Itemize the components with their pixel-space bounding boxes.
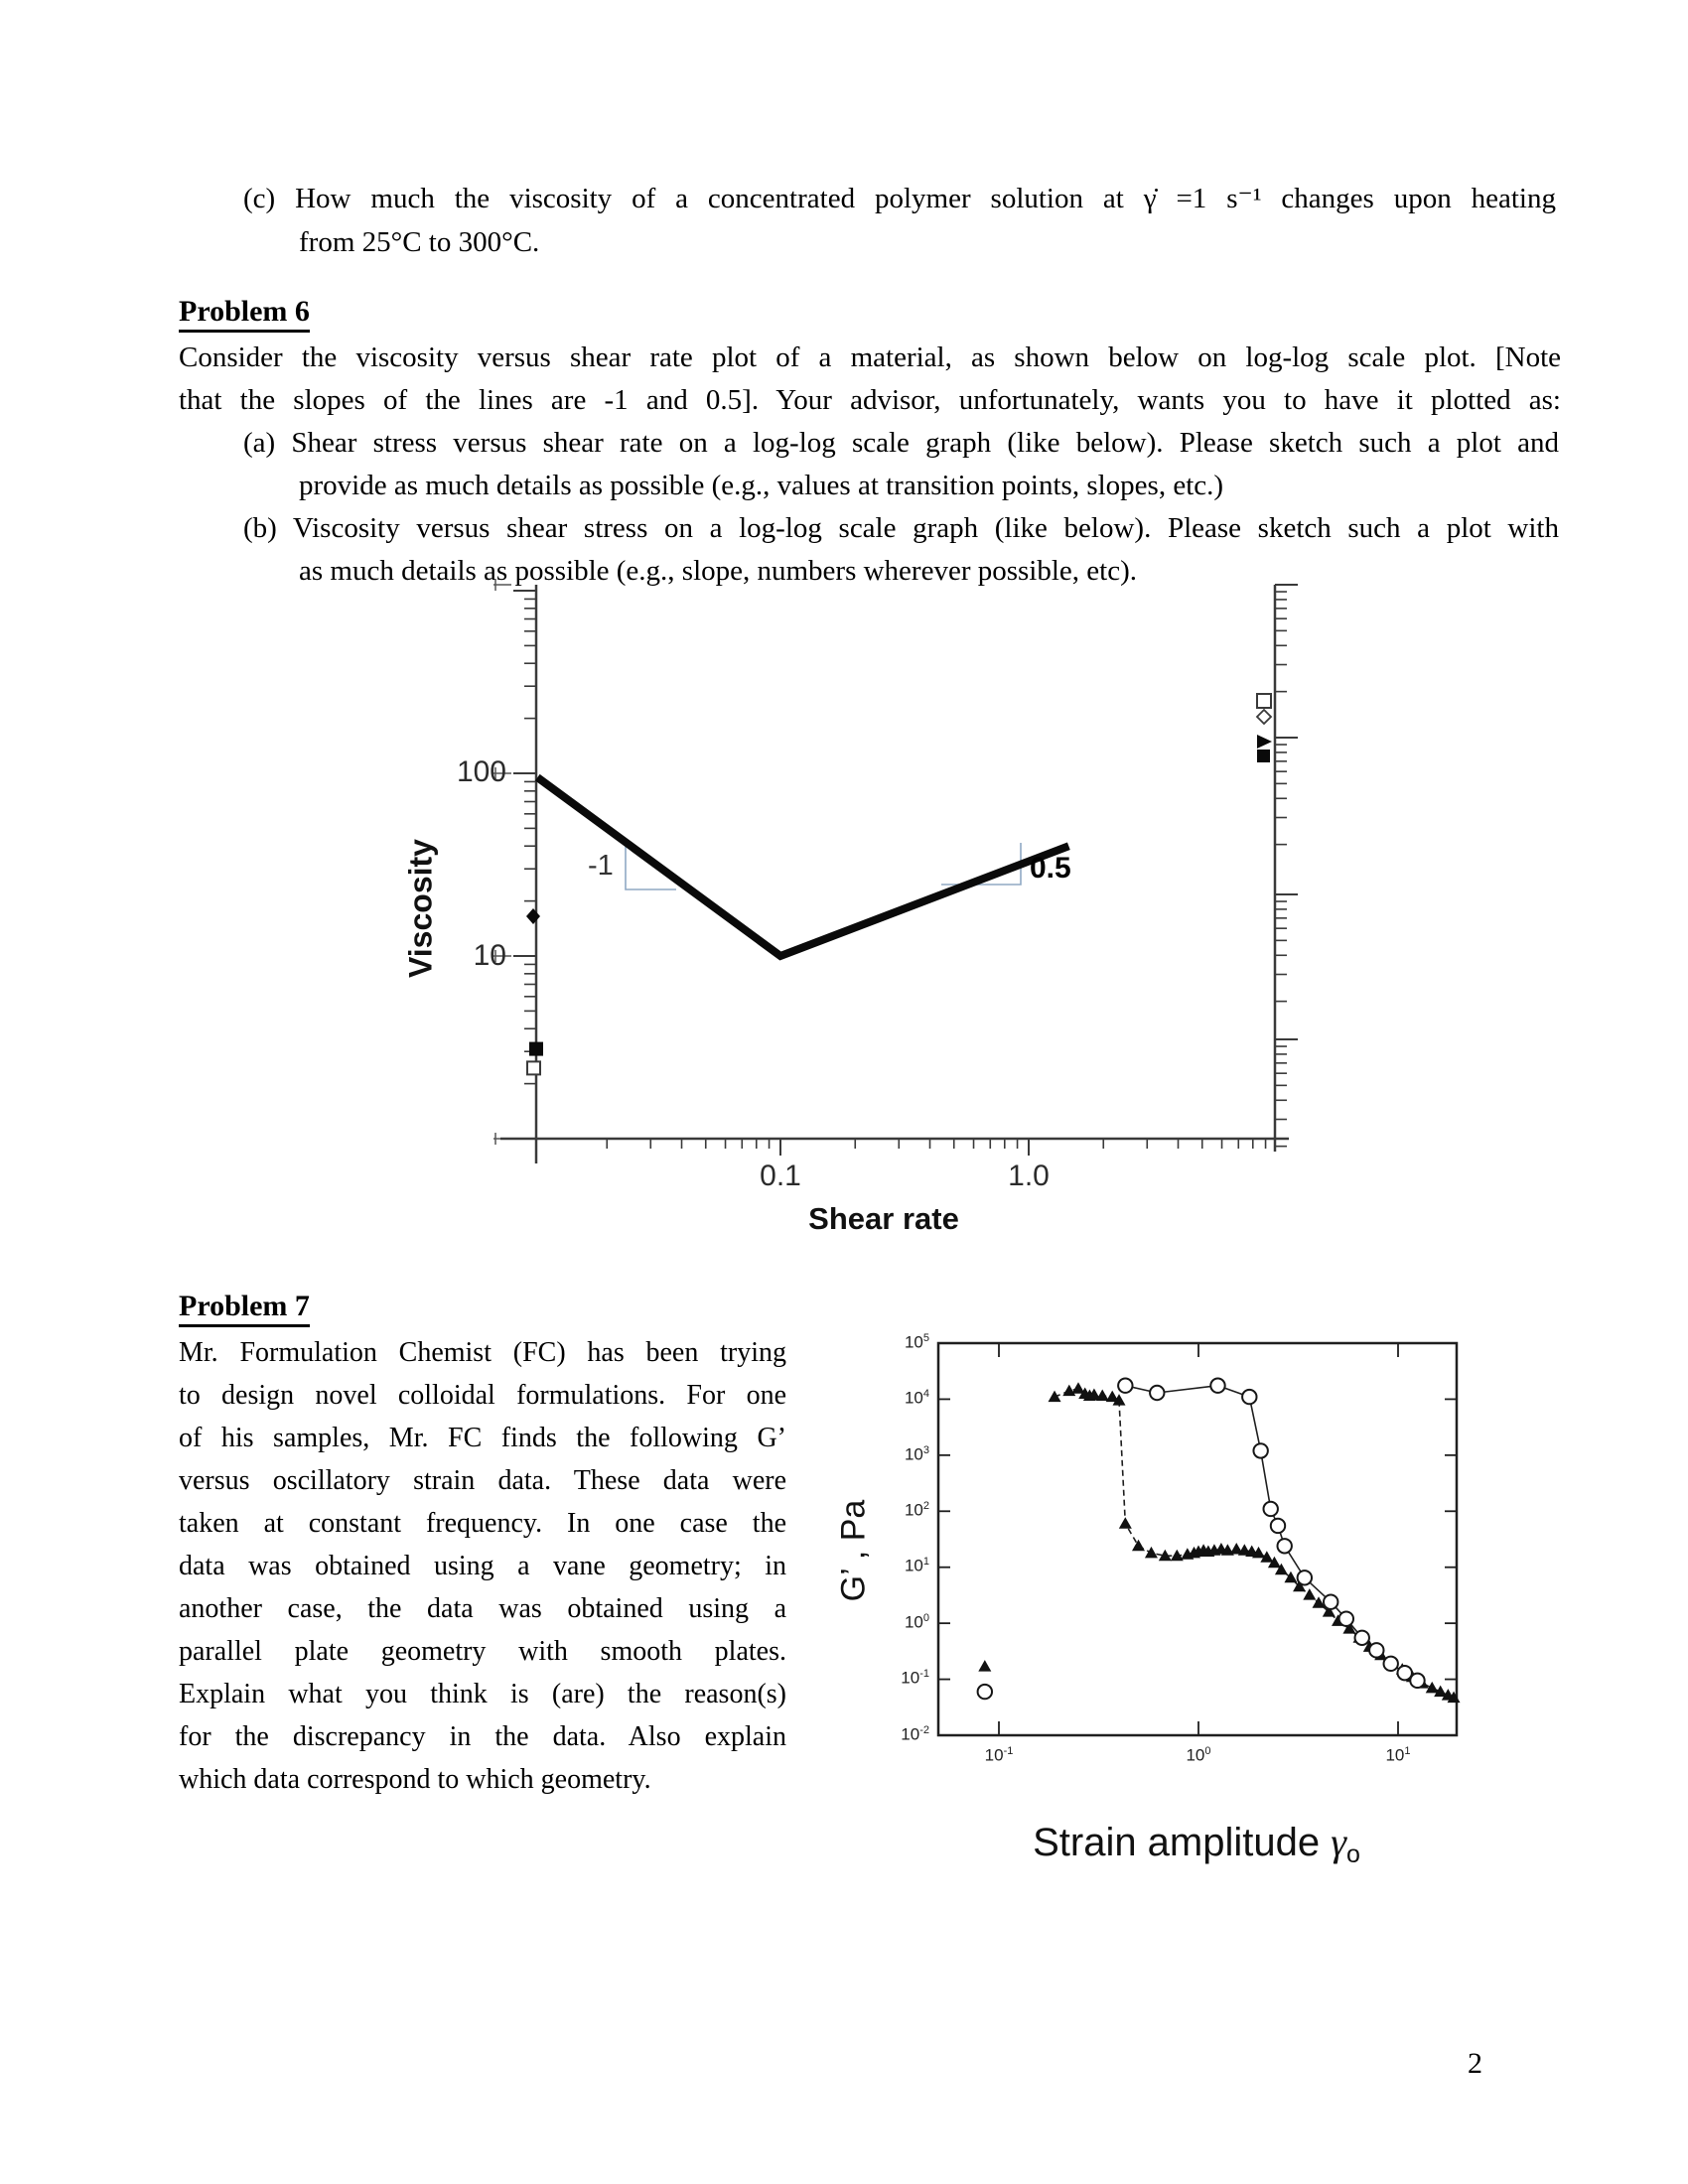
problem7-line: data was obtained using a vane geometry; in [179, 1551, 786, 1581]
chart1-y-axis-title: Viscosity [402, 839, 439, 978]
problem7-heading: Problem 7 [179, 1290, 310, 1327]
problem7-line: another case, the data was obtained using a [179, 1593, 786, 1624]
page-number: 2 [1468, 2047, 1482, 2080]
problem7-line: which data correspond to which geometry. [179, 1764, 651, 1795]
chart1-x-axis-title: Shear rate [808, 1201, 959, 1236]
chart2-ytick: $10^5$ [904, 1332, 929, 1352]
chart2-x-axis-title: Strain amplitude γo [1033, 1820, 1360, 1868]
problem7-line: parallel plate geometry with smooth plates. [179, 1636, 786, 1667]
problem6-item-a-line-2: provide as much details as possible (e.g., values at transition points, slopes, etc.) [299, 470, 1224, 501]
viscosity-shear-rate-chart [377, 561, 1380, 1266]
chart2-xtick: $10^1$ [1385, 1745, 1411, 1765]
chart1-xtick-0p1: 0.1 [760, 1160, 801, 1192]
problem6-item-b-line-1: (b) Viscosity versus shear stress on a log-log scale graph (like below). Please sketch such a plot with [243, 512, 1559, 544]
chart2-ytick: $10^1$ [904, 1556, 929, 1575]
chart1-ytick-10: 10 [473, 939, 506, 972]
problem7-line: Explain what you think is (are) the reason(s) [179, 1679, 786, 1709]
chart2-ytick: $10^{-2}$ [901, 1724, 929, 1744]
problem7-line: taken at constant frequency. In one case the [179, 1508, 786, 1539]
problem6-item-b-line-2: as much details as possible (e.g., slope, numbers wherever possible, etc). [299, 555, 1138, 587]
chart1-ytick-100: 100 [456, 755, 506, 788]
chart1-slope-annotation-neg1: -1 [588, 850, 614, 882]
chart2-ytick: $10^3$ [904, 1444, 929, 1464]
chart2-xtick: $10^{-1}$ [984, 1745, 1014, 1765]
chart2-ytick: $10^4$ [904, 1388, 929, 1408]
problem6-intro-line-2: that the slopes of the lines are -1 and 0.5]. Your advisor, unfortunately, wants you to have it plotted as: [179, 384, 1561, 416]
problem6-intro-line-1: Consider the viscosity versus shear rate plot of a material, as shown below on log-log scale plot. [Note [179, 341, 1561, 373]
problem7-line: of his samples, Mr. FC finds the following G’ [179, 1423, 786, 1453]
chart2-ytick: $10^0$ [904, 1612, 929, 1632]
chart2-ytick: $10^{-1}$ [901, 1668, 929, 1688]
problem7-line: for the discrepancy in the data. Also explain [179, 1721, 786, 1752]
item-c-line-2: from 25°C to 300°C. [299, 226, 540, 258]
chart1-slope-annotation-0p5: 0.5 [1030, 852, 1071, 885]
chart1-xtick-1p0: 1.0 [1008, 1160, 1050, 1192]
problem6-item-a-line-1: (a) Shear stress versus shear rate on a log-log scale graph (like below). Please sketch such a plot and [243, 427, 1559, 459]
item-c-line-1: (c) How much the viscosity of a concentrated polymer solution at γ̇ =1 s⁻¹ changes upon heating [243, 183, 1556, 214]
problem7-line: versus oscillatory strain data. These data were [179, 1465, 786, 1496]
chart2-ytick: $10^2$ [904, 1500, 929, 1520]
chart2-y-axis-title: G’ , Pa [834, 1499, 873, 1602]
chart2-xtick: $10^0$ [1186, 1745, 1211, 1765]
problem7-line: to design novel colloidal formulations. For one [179, 1380, 786, 1411]
problem7-line: Mr. Formulation Chemist (FC) has been trying [179, 1337, 786, 1368]
problem6-heading: Problem 6 [179, 295, 310, 333]
